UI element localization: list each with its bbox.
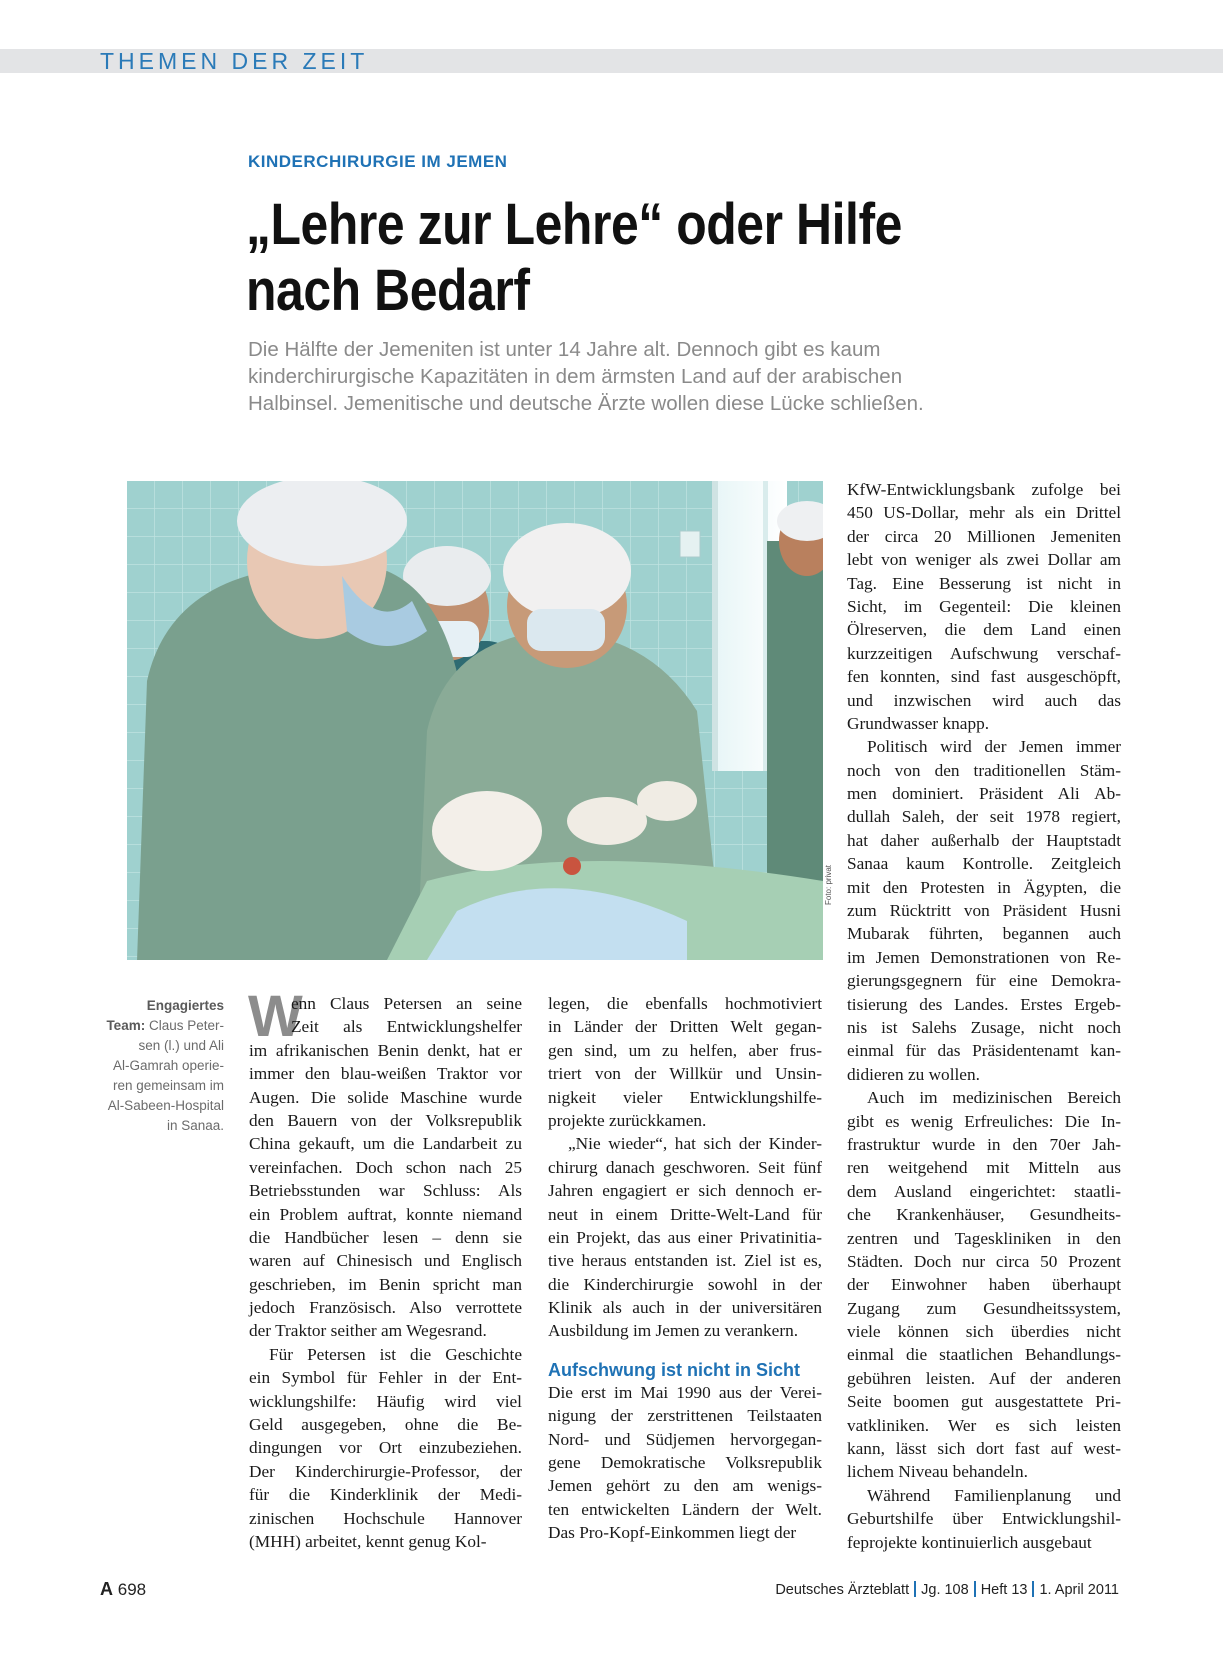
text-line: Ausbildung im Jemen zu verankern. xyxy=(548,1321,799,1341)
text-line: Betriebsstunden war Schluss: Als xyxy=(249,1181,522,1201)
kicker: KINDERCHIRURGIE IM JEMEN xyxy=(248,152,508,171)
text-line: didieren zu wollen. xyxy=(847,1064,980,1084)
text-line: chirurg danach geschworen. Seit fünf xyxy=(548,1157,822,1177)
text-line: tisierung des Landes. Erstes Ergeb- xyxy=(847,994,1121,1014)
text-line: nigung der zerstrittenen Teilstaaten xyxy=(548,1406,822,1426)
text-line: projekte zurückkamen. xyxy=(548,1110,707,1130)
text-line: vereinfachen. Doch schon nach 25 xyxy=(249,1157,522,1177)
text-line: mit den Protesten in Ägypten, die xyxy=(847,877,1121,897)
text-line: Jemen gehört zu den am wenigs- xyxy=(548,1476,822,1496)
lead-line: Halbinsel. Jemenitische und deutsche Ärzte wollen diese Lücke schließen. xyxy=(248,392,924,415)
text-line: geschrieben, im Benin spricht man xyxy=(249,1274,522,1294)
text-line: zentren und Tageskliniken in den xyxy=(847,1228,1121,1248)
text-line: nis ist Salehs Zusage, nicht noch xyxy=(847,1017,1121,1037)
text-line: lebt von weniger als zwei Dollar am xyxy=(847,550,1121,570)
text-line: „Nie wieder“, hat sich der Kinder- xyxy=(568,1134,822,1154)
text-line: Während Familienplanung und xyxy=(867,1485,1121,1505)
text-line: nigkeit vieler Entwicklungshilfe- xyxy=(548,1087,822,1107)
text-line: Mubarak führten, begannen auch xyxy=(847,924,1121,944)
text-line: ein Problem auftrat, konnte niemand xyxy=(249,1204,522,1224)
subheading: Aufschwung ist nicht in Sicht xyxy=(548,1359,800,1380)
text-line: einmal für das Präsidentenamt kan- xyxy=(847,1041,1121,1061)
text-line: zinischen Hochschule Hannover xyxy=(249,1508,522,1528)
text-line: fen konnten, sind fast ausgeschöpft, xyxy=(847,667,1121,687)
text-line: 450 US-Dollar, mehr als ein Drittel xyxy=(847,503,1121,523)
text-line: Tag. Eine Besserung ist nicht in xyxy=(847,573,1121,593)
text-line: Zeit als Entwicklungshelfer xyxy=(291,1017,522,1037)
drop-cap: W xyxy=(248,984,303,1049)
text-line: feprojekte kontinuierlich ausgebaut xyxy=(847,1532,1092,1552)
text-line: Sanaa kaum Kontrolle. Zeitgleich xyxy=(847,854,1121,874)
volume: Jg. 108 xyxy=(921,1582,969,1598)
body-column-3 xyxy=(847,478,1121,1554)
text-line: Nord- und Südjemen hervorgegan- xyxy=(548,1429,822,1449)
surgery-photo-illustration xyxy=(127,481,823,960)
text-line: Geburtshilfe über Entwicklungshil- xyxy=(847,1509,1121,1529)
text-line: den Bauern von der Volksrepublik xyxy=(249,1110,522,1130)
text-line: hat daher außerhalb der Hauptstadt xyxy=(847,830,1121,850)
text-line: und inzwischen wird auch das xyxy=(847,690,1121,710)
text-line: Sicht, im Gegenteil: Die kleinen xyxy=(847,596,1121,616)
text-line: im Jemen Demonstrationen von Re- xyxy=(847,947,1121,967)
text-line: Grundwasser knapp. xyxy=(847,713,990,733)
text-line: kurzzeitigen Aufschwung verschaf- xyxy=(847,643,1121,663)
text-line: für die Kinderklinik der Medi- xyxy=(249,1485,522,1505)
text-line: dem Ausland eingerichtet: staatli- xyxy=(847,1181,1121,1201)
text-line: Seite boomen gut ausgestattete Pri- xyxy=(847,1392,1121,1412)
text-line: zum Rücktritt von Präsident Husni xyxy=(847,901,1121,921)
footer-citation xyxy=(775,1581,1119,1598)
caption-line: ren gemeinsam im xyxy=(112,1078,224,1093)
text-line: neut in einem Dritte-Welt-Land für xyxy=(548,1204,822,1224)
lead-paragraph xyxy=(248,336,1028,417)
text-line: kann, lässt sich dort fast auf west- xyxy=(847,1439,1121,1459)
text-line: dingungen vor Ort einzubeziehen. xyxy=(249,1438,522,1458)
caption-line: Team: Claus Peter- xyxy=(106,1018,224,1033)
text-line: triert von der Willkür und Unsin- xyxy=(548,1064,822,1084)
text-line: che Krankenhäuser, Gesundheits- xyxy=(847,1205,1121,1225)
issue-date: 1. April 2011 xyxy=(1039,1582,1119,1598)
text-line: viele können sich überdies nicht xyxy=(847,1322,1121,1342)
text-line: gierungsgegnern für eine Demokra- xyxy=(847,971,1121,991)
caption-line: sen (l.) und Ali xyxy=(138,1038,224,1053)
text-line: Klinik als auch in der universitären xyxy=(548,1298,822,1318)
headline xyxy=(246,192,934,324)
text-line: Auch im medizinischen Bereich xyxy=(867,1088,1121,1108)
caption-line: Al-Gamrah operie- xyxy=(112,1058,224,1073)
text-line: Jahren engagiert er sich dennoch er- xyxy=(548,1181,822,1201)
text-line: Die erst im Mai 1990 aus der Verei- xyxy=(548,1382,822,1402)
text-line: der Traktor seither am Wegesrand. xyxy=(249,1321,487,1341)
text-line: (MHH) arbeitet, kennt genug Kol- xyxy=(249,1531,487,1551)
text-line: ein Symbol für Fehler in der Ent- xyxy=(249,1368,522,1388)
text-line: immer den blau-weißen Traktor vor xyxy=(249,1064,522,1084)
text-line: wicklungshilfe: Häufig wird viel xyxy=(249,1391,522,1411)
text-line: KfW-Entwicklungsbank zufolge bei xyxy=(847,480,1121,499)
caption-bold-line: Engagiertes xyxy=(146,998,224,1013)
section-label: THEMEN DER ZEIT xyxy=(100,48,369,74)
body-column-1 xyxy=(248,984,522,1553)
text-line: gen sind, um zu helfen, aber frus- xyxy=(548,1040,822,1060)
body-column-2 xyxy=(548,992,822,1545)
photo-caption xyxy=(96,996,224,1136)
text-line: ein Projekt, das aus einer Privatinitia- xyxy=(548,1227,822,1247)
text-line: dullah Saleh, der seit 1978 regiert, xyxy=(847,807,1121,827)
text-line: jedoch Französisch. Also verrottete xyxy=(249,1298,522,1318)
caption-line: Al-Sabeen-Hospital xyxy=(107,1098,224,1113)
photo-credit: Foto: privat xyxy=(824,864,833,905)
text-line: im afrikanischen Benin denkt, hat er xyxy=(249,1040,522,1060)
lead-line: Die Hälfte der Jemeniten ist unter 14 Jahre alt. Dennoch gibt es kaum xyxy=(248,338,881,361)
surgery-photo xyxy=(127,481,823,960)
journal-name: Deutsches Ärzteblatt xyxy=(775,1582,910,1598)
headline-line: „Lehre zur Lehre“ oder Hilfe xyxy=(246,192,902,257)
text-line: Der Kinderchirurgie-Professor, der xyxy=(249,1461,522,1481)
text-line: Augen. Die solide Maschine wurde xyxy=(249,1087,522,1107)
text-line: tive heraus entstanden ist. Ziel ist es, xyxy=(548,1251,822,1271)
text-line: die Handbücher lesen – denn sie xyxy=(249,1227,522,1247)
text-line: der Einwohner haben überhaupt xyxy=(847,1275,1121,1295)
text-line: Geld ausgegeben, ohne die Be- xyxy=(249,1415,522,1435)
headline-line: nach Bedarf xyxy=(246,258,530,323)
text-line: Für Petersen ist die Geschichte xyxy=(269,1344,522,1364)
text-line: ren weitgehend mit Mitteln aus xyxy=(847,1158,1121,1178)
text-line: Politisch wird der Jemen immer xyxy=(867,737,1121,757)
text-line: die Kinderchirurgie sowohl in der xyxy=(548,1274,822,1294)
text-line: gebühren leisten. Auf der anderen xyxy=(847,1368,1121,1388)
text-line: lichem Niveau behandeln. xyxy=(847,1462,1028,1482)
text-line: Zugang zum Gesundheitssystem, xyxy=(847,1298,1121,1318)
text-line: gene Demokratische Volksrepublik xyxy=(548,1453,822,1473)
text-line: der circa 20 Millionen Jemeniten xyxy=(847,526,1121,546)
text-line: Das Pro-Kopf-Einkommen liegt der xyxy=(548,1523,797,1543)
text-line: legen, die ebenfalls hochmotiviert xyxy=(548,994,822,1013)
text-line: China gekauft, um die Landarbeit zu xyxy=(249,1134,522,1154)
text-line: gibt es wenig Erfreuliches: Die In- xyxy=(847,1111,1121,1131)
text-line: frastruktur wurde in den 70er Jah- xyxy=(847,1134,1121,1154)
page-number: A 698 xyxy=(100,1579,147,1599)
text-line: noch von den traditionellen Stäm- xyxy=(847,760,1121,780)
text-line: men dominiert. Präsident Ali Ab- xyxy=(847,784,1121,804)
caption-line: in Sanaa. xyxy=(166,1118,224,1133)
text-line: enn Claus Petersen an seine xyxy=(291,994,522,1013)
lead-line: kinderchirurgische Kapazitäten in dem ärmsten Land auf der arabischen xyxy=(248,365,903,388)
issue: Heft 13 xyxy=(980,1582,1028,1598)
text-line: einmal die staatlichen Behandlungs- xyxy=(847,1345,1121,1365)
text-line: waren auf Chinesisch und Englisch xyxy=(249,1251,522,1271)
text-line: Städten. Doch nur circa 50 Prozent xyxy=(847,1251,1121,1271)
text-line: ten entwickelten Ländern der Welt. xyxy=(548,1499,822,1519)
text-line: in Länder der Dritten Welt gegan- xyxy=(548,1017,822,1037)
text-line: Ölreserven, die dem Land einen xyxy=(847,620,1121,640)
text-line: vatkliniken. Wer es sich leisten xyxy=(847,1415,1121,1435)
